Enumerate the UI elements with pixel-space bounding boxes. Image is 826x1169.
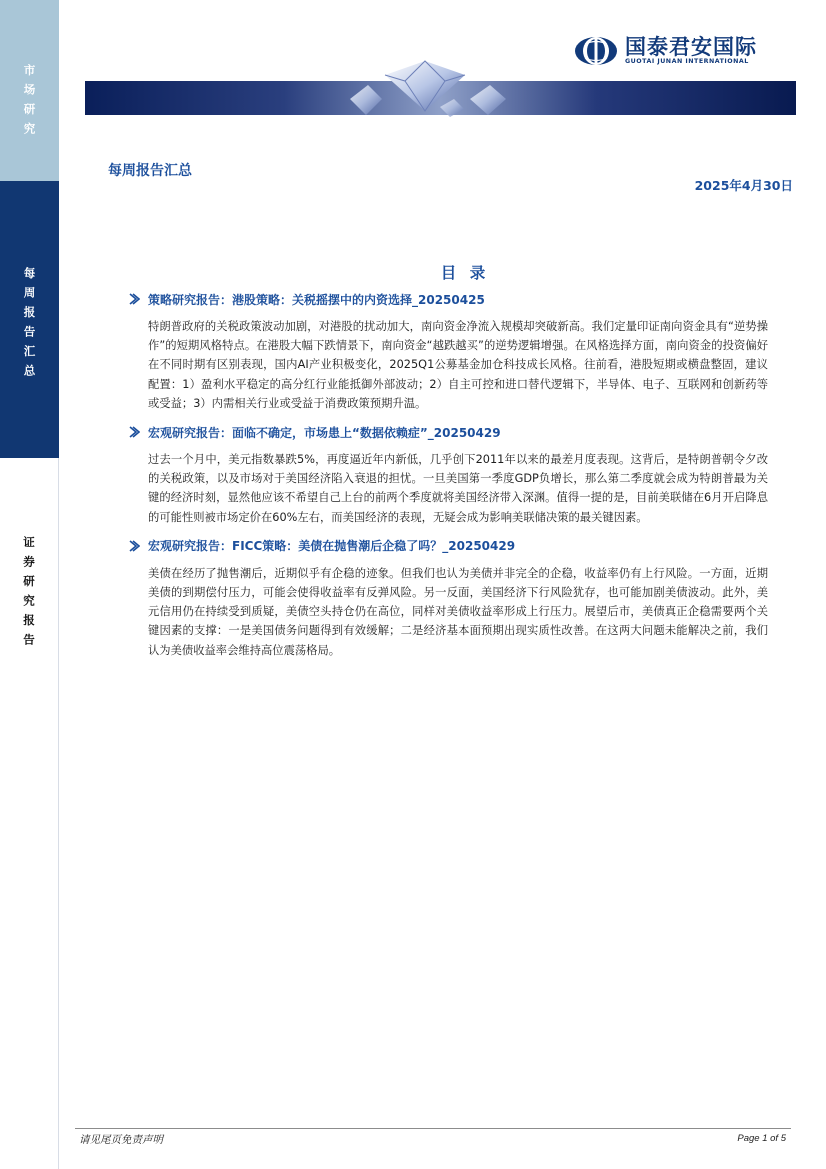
section-heading-text: 宏观研究报告：FICC策略：美债在抛售潮后企稳了吗？_20250429 <box>148 539 516 554</box>
sidebar-segment-weekly <box>0 181 59 458</box>
brand-name-en: GUOTAI JUNAN INTERNATIONAL <box>625 58 749 65</box>
sidebar-segment-securities <box>0 458 59 1169</box>
toc-section-strategy <box>128 289 768 413</box>
arrow-bullet-icon <box>128 540 140 552</box>
toc-section-macro-data <box>128 422 768 527</box>
toc-sections <box>128 289 768 669</box>
toc-title: 目 录 <box>440 264 490 282</box>
sidebar-segment-market <box>0 0 59 181</box>
section-heading[interactable] <box>128 422 768 442</box>
page-title: 每周报告汇总 <box>108 163 192 179</box>
brand-name-cn: 国泰君安国际 <box>625 35 757 59</box>
footer-disclaimer[interactable]: 请见尾页免责声明 <box>79 1134 163 1146</box>
section-body: 过去一个月中，美元指数暴跌5%，再度逼近年内新低，几乎创下2011年以来的最差月度表现。这背后，是特朗普朝令夕改的关税政策，以及市场对于美国经济陷入衰退的担忧。一旦美国第一季度GDP负增长，那么第二季度就会成为特朗普最为关键的经济时刻，显然他应该不希望自己上台的前两个季度就将美国经济带入深渊。值得一提的是，目前美联储在6月开启降息的可能性则被市场定价在60%左右，而美国经济的表现，无疑会成为影响美联储决策的最关键因素。 <box>148 453 768 524</box>
section-heading-text: 宏观研究报告：面临不确定，市场患上“数据依赖症”_20250429 <box>148 425 501 440</box>
globe-logo-icon <box>573 35 619 67</box>
toc-section-macro-ficc <box>128 536 768 660</box>
section-heading[interactable] <box>128 536 768 556</box>
section-heading-text: 策略研究报告：港股策略：关税摇摆中的内资选择_20250425 <box>148 292 485 307</box>
section-heading[interactable] <box>128 289 768 309</box>
footer-divider <box>75 1128 791 1129</box>
sidebar-label-market-research: 市场研究 <box>22 64 37 142</box>
sidebar-label-securities-report: 证券研究报告 <box>22 536 36 653</box>
brand-logo <box>573 34 757 68</box>
report-date: 2025年4月30日 <box>694 178 793 193</box>
arrow-bullet-icon <box>128 426 140 438</box>
section-body: 特朗普政府的关税政策波动加剧，对港股的扰动加大，南向资金净流入规模却突破新高。我们定量印证南向资金具有“逆势操作”的短期风格特点。在港股大幅下跌情景下，南向资金“越跌越买”的逆势逻辑增强。在风格选择方面，南向资金的投资偏好在不同时期有区别表现，国内AI产业积极变化，2025Q1公募基金加仓科技成长风格。往前看，港股短期或横盘整固，建议配置：1）盈利水平稳定的高分红行业能抵御外部波动；2）自主可控和进口替代逻辑下，半导体、电子、互联网和创新药等或受益；3）内需相关行业或受益于消费政策预期升温。 <box>148 320 768 410</box>
left-sidebar <box>0 0 59 1169</box>
diamond-decoration-icon <box>330 55 520 117</box>
arrow-bullet-icon <box>128 293 140 305</box>
sidebar-label-weekly-summary: 每周报告汇总 <box>22 267 37 384</box>
section-body: 美债在经历了抛售潮后，近期似乎有企稳的迹象。但我们也认为美债并非完全的企稳，收益率仍有上行风险。一方面，近期美债的到期偿付压力，可能会使得收益率有反弹风险。另一反面，美国经济下行风险犹存，也可能加剧美债波动。此外，美元信用仍在持续受到质疑，美债空头持仓仍在高位，同样对美债收益率形成上行压力。展望后市，美债真正企稳需要两个关键因素的支撑：一是美国债务问题得到有效缓解；二是经济基本面预期出现实质性改善。在这两大问题未能解决之前，我们认为美债收益率会维持高位震荡格局。 <box>148 566 768 657</box>
page-number: Page 1 of 5 <box>737 1133 786 1144</box>
